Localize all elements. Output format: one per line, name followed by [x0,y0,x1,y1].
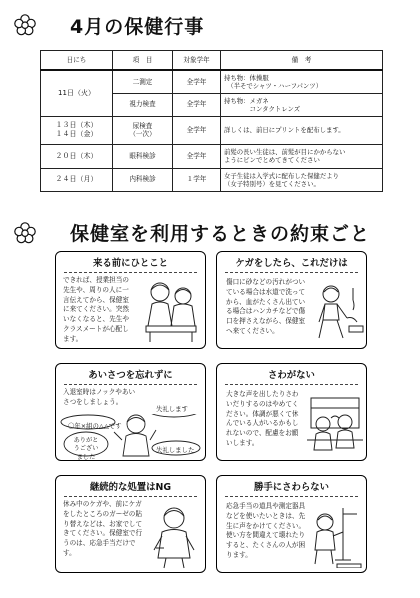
table-row [41,144,383,168]
note-line: （女子特別号）を見てください。 [224,179,320,188]
item-line: （一次） [129,130,156,138]
table-cell-notes [221,144,383,168]
speech-bubble-excuse-me: 失礼します [156,405,188,413]
speech-bubble-class-name: 〇年×組の△△です [68,422,122,430]
table-cell-item: 視力検査 [113,93,173,116]
header-date: 日にち [41,51,113,71]
note-line: コンタクトレンズ [224,104,301,113]
table-cell-item [113,116,173,144]
table-cell-item: 内科検診 [113,168,173,191]
header-grade: 対象学年 [173,51,221,71]
panel-title: あいさつを忘れずに [64,368,197,385]
bandaged-student-illustration [146,504,204,570]
table-cell-date: 11日（火） [41,70,113,116]
panel-text: できれば、授業担当の先生や、周りの人に一言伝えてから、保健室に来てください。突然いなくなると、先生やクラスメートが心配します。 [63,276,129,343]
section-title-april-events: 4月の保健行事 [70,16,205,38]
header-item: 項 目 [113,51,173,71]
table-cell-grade: 全学年 [173,93,221,116]
noisy-students-illustration [305,394,365,456]
panel-title: ケガをしたら、これだけは [225,256,358,273]
rule-panel-greetings [55,363,206,461]
table-cell-notes [221,168,383,191]
table-cell-grade: 全学年 [173,70,221,93]
section-title-health-room-rules: 保健室を利用するときの約束ごと [70,223,371,245]
rule-panel-no-noise [216,363,367,461]
header-notes: 備 考 [221,51,383,71]
health-events-table [40,50,383,192]
date-line: １４日（金） [55,130,98,138]
table-row [41,116,383,144]
note-line: 持ち物：体操服 [224,73,269,82]
rule-panel-no-continuous-care [55,475,206,573]
note-line: 女子生徒は入学式に配布した保健だより [224,171,340,180]
panel-title: さわがない [225,368,358,385]
date-line: １３日（木） [55,121,98,130]
flower-icon [14,14,36,36]
rule-panel-if-injured [216,251,367,349]
panel-text: 応急手当の道具や測定器具などを使いたいときは、先生に声をかけてください。使い方を間違えて壊れたりすると、たくさんの人が困ります。 [226,502,306,559]
table-cell-notes [221,70,383,93]
table-cell-grade: １学年 [173,168,221,191]
panel-title: 継続的な処置はNG [64,480,197,497]
speech-bubble-leaving: 失礼しました [156,446,195,454]
table-cell-grade: 全学年 [173,144,221,168]
table-cell-date [41,116,113,144]
table-cell-date: ２０日（木） [41,144,113,168]
medical-equipment-illustration [309,506,365,568]
panel-text: 大きな声を出したりさわいだりするのはやめてください。体調が悪くて休んでいる人がいるかもしれないので、配慮をお願いします。 [226,390,299,447]
table-cell-date: ２４日（月） [41,168,113,191]
panel-text: 傷口に砂などの汚れがついている場合は水道で洗ってから、血がたくさん出ている場合はハンカチなどで傷口を押さえながら、保健室へ来てください。 [226,278,306,335]
speech-bubble-thanks: ありがとうございました [73,437,99,461]
table-row [41,70,383,93]
panel-title: 来る前にひとこと [64,256,197,273]
students-talking-illustration [138,276,202,346]
panel-text: 入退室時はノックやあいさつをしましょう。 [63,388,136,406]
table-row [41,168,383,191]
note-line: ようにピンでとめてきてください [224,156,320,164]
table-cell-notes: 詳しくは、前日にプリントを配布します。 [221,116,383,144]
panel-text: 休み中のケガや、前にケガをしたところのガーゼの貼り替えなどは、お家でしてきてください。保健室で行うのは、応急手当だけです。 [63,500,143,557]
table-cell-notes [221,93,383,116]
table-header-row [41,51,383,71]
note-line: 持ち物：メガネ [224,96,269,105]
note-line: （半そでシャツ・ハーフパンツ） [224,81,323,90]
flower-icon [14,222,36,244]
rule-panel-notify-before [55,251,206,349]
rule-panel-do-not-touch [216,475,367,573]
item-line: 尿検査 [132,121,153,130]
washing-wound-illustration [309,282,365,344]
table-cell-grade: 全学年 [173,116,221,144]
note-line: 前髪の長い生徒は、前髪が目にかからない [224,148,346,156]
table-cell-item: 眼科検診 [113,144,173,168]
table-cell-item: 二測定 [113,70,173,93]
panel-title: 勝手にさわらない [225,480,358,497]
